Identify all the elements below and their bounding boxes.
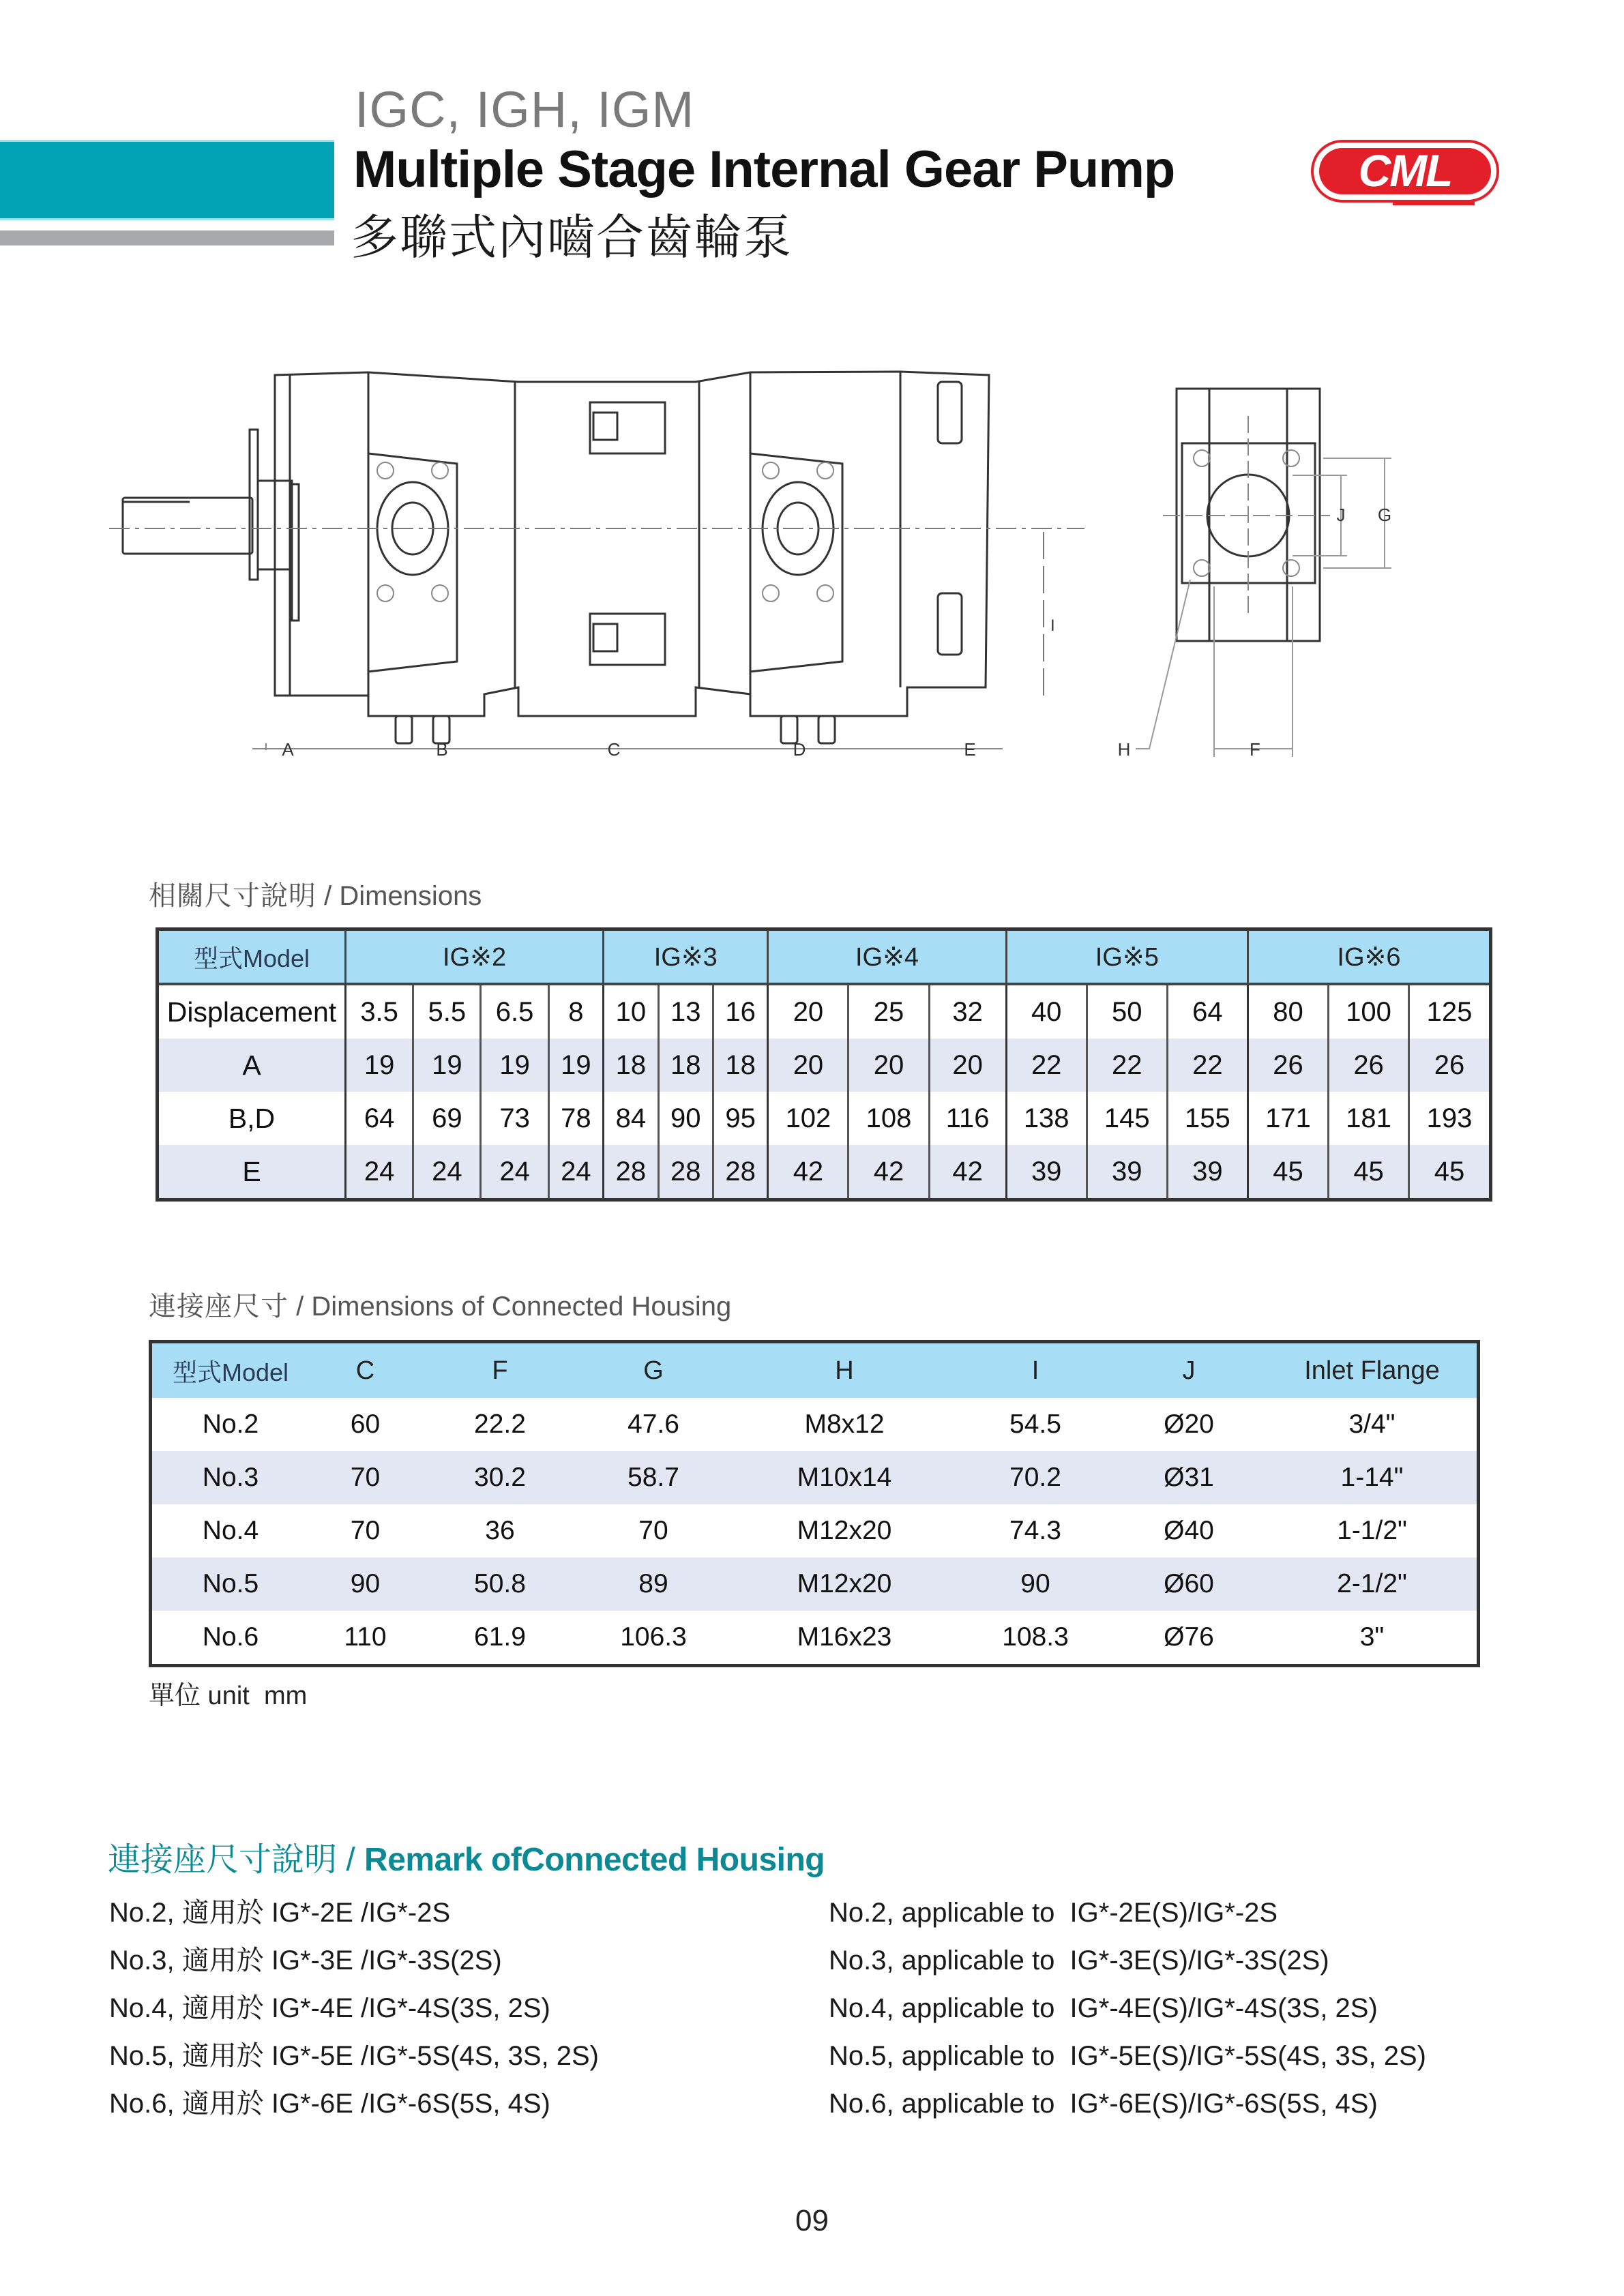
svg-text:F: F (1250, 739, 1260, 760)
list-item: No.6, applicable to IG*-6E(S)/IG*-6S(5S, 4S) (829, 2089, 1378, 2119)
table-cell: M10x14 (728, 1451, 960, 1504)
page-number: 09 (795, 2204, 829, 2237)
group-header-ig2: IG※2 (346, 929, 604, 985)
housing-label-en: Dimensions of Connected Housing (311, 1292, 732, 1322)
table-cell: 36 (485, 1516, 515, 1545)
table-cell: 42 (768, 1145, 848, 1200)
column-header-inlet-flange: Inlet Flange (1267, 1342, 1479, 1399)
table-cell: 70 (309, 1451, 422, 1504)
svg-text:E: E (964, 739, 976, 760)
row-label: Displacement (166, 996, 337, 1028)
table-row-no6 (151, 1611, 1479, 1666)
table-cell: 138 (1006, 1092, 1087, 1145)
table-cell: 24 (481, 1145, 548, 1200)
table-row-no3 (151, 1451, 1479, 1504)
table-cell: 30.2 (422, 1451, 578, 1504)
svg-text:C: C (607, 739, 621, 760)
table-cell: 28 (658, 1145, 713, 1200)
table-cell: 2-1/2" (1267, 1557, 1479, 1611)
table-cell: 106.3 (620, 1622, 687, 1652)
table-cell: 70 (638, 1516, 668, 1545)
table-cell: 54.5 (1009, 1410, 1061, 1439)
table-cell: 18 (713, 1039, 767, 1092)
table-cell: No.5 (151, 1557, 310, 1611)
dimensions-label-cn: 相關尺寸說明 (149, 881, 316, 911)
table-cell: 13 (658, 984, 713, 1039)
housing-label-cn: 連接座尺寸 (149, 1292, 289, 1322)
table-cell: M16x23 (797, 1622, 892, 1652)
table-cell: No.6 (202, 1622, 259, 1652)
column-header-j: J (1110, 1342, 1267, 1399)
table-cell: 26 (1409, 1039, 1491, 1092)
table-cell: 84 (604, 1092, 658, 1145)
table-cell: 74.3 (1009, 1516, 1061, 1545)
model-header: 型式Model (158, 929, 346, 985)
table-cell: 181 (1329, 1092, 1409, 1145)
table-cell: 22.2 (474, 1410, 526, 1439)
row-label: E (158, 1145, 346, 1200)
table-cell: 39 (1087, 1145, 1167, 1200)
column-header-h: H (728, 1342, 960, 1399)
table-cell: 64 (1167, 984, 1247, 1039)
list-item: No.6, 適用於 IG*-6E /IG*-6S(5S, 4S) (109, 2089, 550, 2119)
table-cell: 69 (413, 1092, 481, 1145)
table-cell: 1-14" (1267, 1451, 1479, 1504)
pump-dimension-drawing (109, 361, 1446, 771)
table-cell: M12x20 (797, 1516, 892, 1545)
table-cell: 100 (1329, 984, 1409, 1039)
table-cell: 171 (1247, 1092, 1328, 1145)
list-item: No.3, 適用於 IG*-3E /IG*-3S(2S) (109, 1945, 502, 1976)
list-item: No.5, applicable to IG*-5E(S)/IG*-5S(4S, 3S, 2S) (829, 2041, 1426, 2071)
group-header-ig4: IG※4 (768, 929, 1006, 985)
table-cell: 24 (413, 1145, 481, 1200)
table-cell: 90 (960, 1557, 1110, 1611)
table-cell: 70 (350, 1516, 381, 1545)
logo-text: CML (1358, 145, 1452, 196)
table-cell: 110 (344, 1622, 387, 1652)
column-header-model: 型式Model (151, 1342, 310, 1399)
svg-text:G: G (1377, 505, 1392, 525)
table-cell: 16 (713, 984, 767, 1039)
table-cell: 3/4" (1348, 1410, 1396, 1439)
unit-note: 單位 unit mm (149, 1682, 308, 1710)
column-header-f: F (422, 1342, 578, 1399)
table-cell: 90 (309, 1557, 422, 1611)
table-cell: 58.7 (578, 1451, 728, 1504)
table-cell: 145 (1087, 1092, 1167, 1145)
dimension-line-ae (252, 743, 1003, 750)
table-cell: 116 (929, 1092, 1006, 1145)
table-cell: 60 (350, 1410, 381, 1439)
table-cell: 125 (1409, 984, 1491, 1039)
remark-heading-en-1: Remark of (364, 1842, 522, 1878)
list-item: No.3, applicable to IG*-3E(S)/IG*-3S(2S) (829, 1945, 1329, 1976)
dimensions-label-sep: / (316, 881, 340, 911)
table-row-no4 (151, 1504, 1479, 1557)
table-cell: 25 (848, 984, 929, 1039)
side-view (109, 372, 1084, 743)
table-row-displacement (158, 984, 1491, 1039)
table-cell: 19 (413, 1039, 481, 1092)
table-cell: 32 (929, 984, 1006, 1039)
table-cell: 26 (1247, 1039, 1328, 1092)
table-cell: No.4 (202, 1516, 259, 1545)
svg-text:I: I (1050, 616, 1055, 635)
page-title: Multiple Stage Internal Gear Pump (353, 140, 1175, 198)
table-cell: 3" (1359, 1622, 1385, 1652)
svg-text:A: A (282, 739, 294, 760)
svg-text:B: B (436, 739, 448, 760)
dimensions-section-label (149, 874, 482, 913)
table-cell: 40 (1006, 984, 1087, 1039)
table-cell: 1-1/2" (1337, 1516, 1407, 1545)
table-cell: 18 (658, 1039, 713, 1092)
table-cell: 80 (1247, 984, 1328, 1039)
table-cell: 89 (578, 1557, 728, 1611)
table-cell: Ø20 (1164, 1410, 1214, 1439)
table-cell: 5.5 (413, 984, 481, 1039)
table-cell: 19 (346, 1039, 413, 1092)
table-cell: Ø31 (1110, 1451, 1267, 1504)
table-row-no5 (151, 1557, 1479, 1611)
row-label: B,D (228, 1102, 276, 1134)
table-cell: 78 (548, 1092, 603, 1145)
table-cell: 39 (1167, 1145, 1247, 1200)
housing-header-row (151, 1342, 1479, 1399)
table-cell: 20 (848, 1039, 929, 1092)
group-header-ig6: IG※6 (1247, 929, 1490, 985)
header-gray-bar (0, 230, 334, 245)
list-item: No.2, 適用於 IG*-2E /IG*-2S (109, 1898, 451, 1928)
table-cell: 24 (548, 1145, 603, 1200)
table-row-e (158, 1145, 1491, 1200)
table-cell: 3.5 (346, 984, 413, 1039)
table-cell: 8 (548, 984, 603, 1039)
table-cell: 45 (1329, 1145, 1409, 1200)
table-cell: 22 (1167, 1039, 1247, 1092)
table-cell: 26 (1329, 1039, 1409, 1092)
table-cell: 6.5 (481, 984, 548, 1039)
housing-table (149, 1340, 1480, 1667)
svg-text:J: J (1336, 505, 1346, 525)
header-teal-bar (0, 140, 334, 220)
table-cell: 28 (713, 1145, 767, 1200)
column-header-c: C (309, 1342, 422, 1399)
table-cell: 47.6 (628, 1410, 679, 1439)
table-cell: 50.8 (422, 1557, 578, 1611)
table-cell: No.3 (151, 1451, 310, 1504)
table-cell: Ø60 (1110, 1557, 1267, 1611)
end-view (1118, 389, 1392, 760)
series-title: IGC, IGH, IGM (355, 81, 695, 138)
table-cell: 22 (1006, 1039, 1087, 1092)
column-header-g: G (578, 1342, 728, 1399)
remark-list-chinese (109, 1889, 599, 2128)
table-cell: 50 (1087, 984, 1167, 1039)
remark-list-english (829, 1889, 1426, 2128)
table-row-a (158, 1039, 1491, 1092)
table-cell: 18 (604, 1039, 658, 1092)
svg-text:H: H (1117, 739, 1131, 760)
list-item: No.5, 適用於 IG*-5E /IG*-5S(4S, 3S, 2S) (109, 2041, 600, 2071)
table-cell: 19 (548, 1039, 603, 1092)
table-cell: 28 (604, 1145, 658, 1200)
table-cell: No.2 (202, 1410, 259, 1439)
group-header-ig5: IG※5 (1006, 929, 1247, 985)
table-cell: 42 (848, 1145, 929, 1200)
table-cell: 39 (1006, 1145, 1087, 1200)
table-cell: Ø40 (1164, 1516, 1214, 1545)
table-cell: 108 (848, 1092, 929, 1145)
table-cell: 42 (929, 1145, 1006, 1200)
table-cell: 45 (1409, 1145, 1491, 1200)
housing-section-label (149, 1285, 731, 1324)
remark-heading (108, 1833, 825, 1880)
table-cell: 90 (658, 1092, 713, 1145)
column-header-i: I (960, 1342, 1110, 1399)
table-cell: 102 (768, 1092, 848, 1145)
table-cell: 45 (1247, 1145, 1328, 1200)
remark-heading-en-3: Housing (687, 1842, 825, 1878)
table-cell: 19 (481, 1039, 548, 1092)
table-row-no2 (151, 1398, 1479, 1451)
remark-heading-en-2: Connected (521, 1842, 688, 1878)
table-cell: 61.9 (474, 1622, 526, 1652)
remark-heading-sep: / (337, 1842, 365, 1878)
table-cell: 20 (929, 1039, 1006, 1092)
dimensions-label-en: Dimensions (339, 881, 482, 911)
table-cell: 73 (481, 1092, 548, 1145)
table-cell: 24 (346, 1145, 413, 1200)
table-cell: M12x20 (728, 1557, 960, 1611)
table-cell: 64 (346, 1092, 413, 1145)
table-cell: 22 (1087, 1039, 1167, 1092)
svg-text:D: D (793, 739, 806, 760)
list-item: No.4, applicable to IG*-4E(S)/IG*-4S(3S, 2S) (829, 1993, 1378, 2023)
dimensions-table (156, 927, 1492, 1202)
housing-label-sep: / (289, 1292, 312, 1322)
table-cell: 95 (713, 1092, 767, 1145)
table-cell: 20 (768, 1039, 848, 1092)
remark-heading-cn: 連接座尺寸說明 (108, 1842, 338, 1878)
row-label: A (158, 1039, 346, 1092)
table-cell: M8x12 (804, 1410, 885, 1439)
page-title-chinese: 多聯式內嚙合齒輪泵 (351, 211, 793, 264)
cml-logo (1311, 140, 1499, 207)
list-item: No.4, 適用於 IG*-4E /IG*-4S(3S, 2S) (109, 1993, 550, 2023)
dimensions-header-row (158, 929, 1491, 985)
list-item: No.2, applicable to IG*-2E(S)/IG*-2S (829, 1898, 1278, 1928)
table-cell: 20 (768, 984, 848, 1039)
table-cell: 10 (604, 984, 658, 1039)
table-cell: 70.2 (960, 1451, 1110, 1504)
table-row-bd (158, 1092, 1491, 1145)
table-cell: 108.3 (1002, 1622, 1069, 1652)
table-cell: 193 (1409, 1092, 1491, 1145)
table-cell: 155 (1167, 1092, 1247, 1145)
group-header-ig3: IG※3 (604, 929, 768, 985)
table-cell: Ø76 (1164, 1622, 1214, 1652)
